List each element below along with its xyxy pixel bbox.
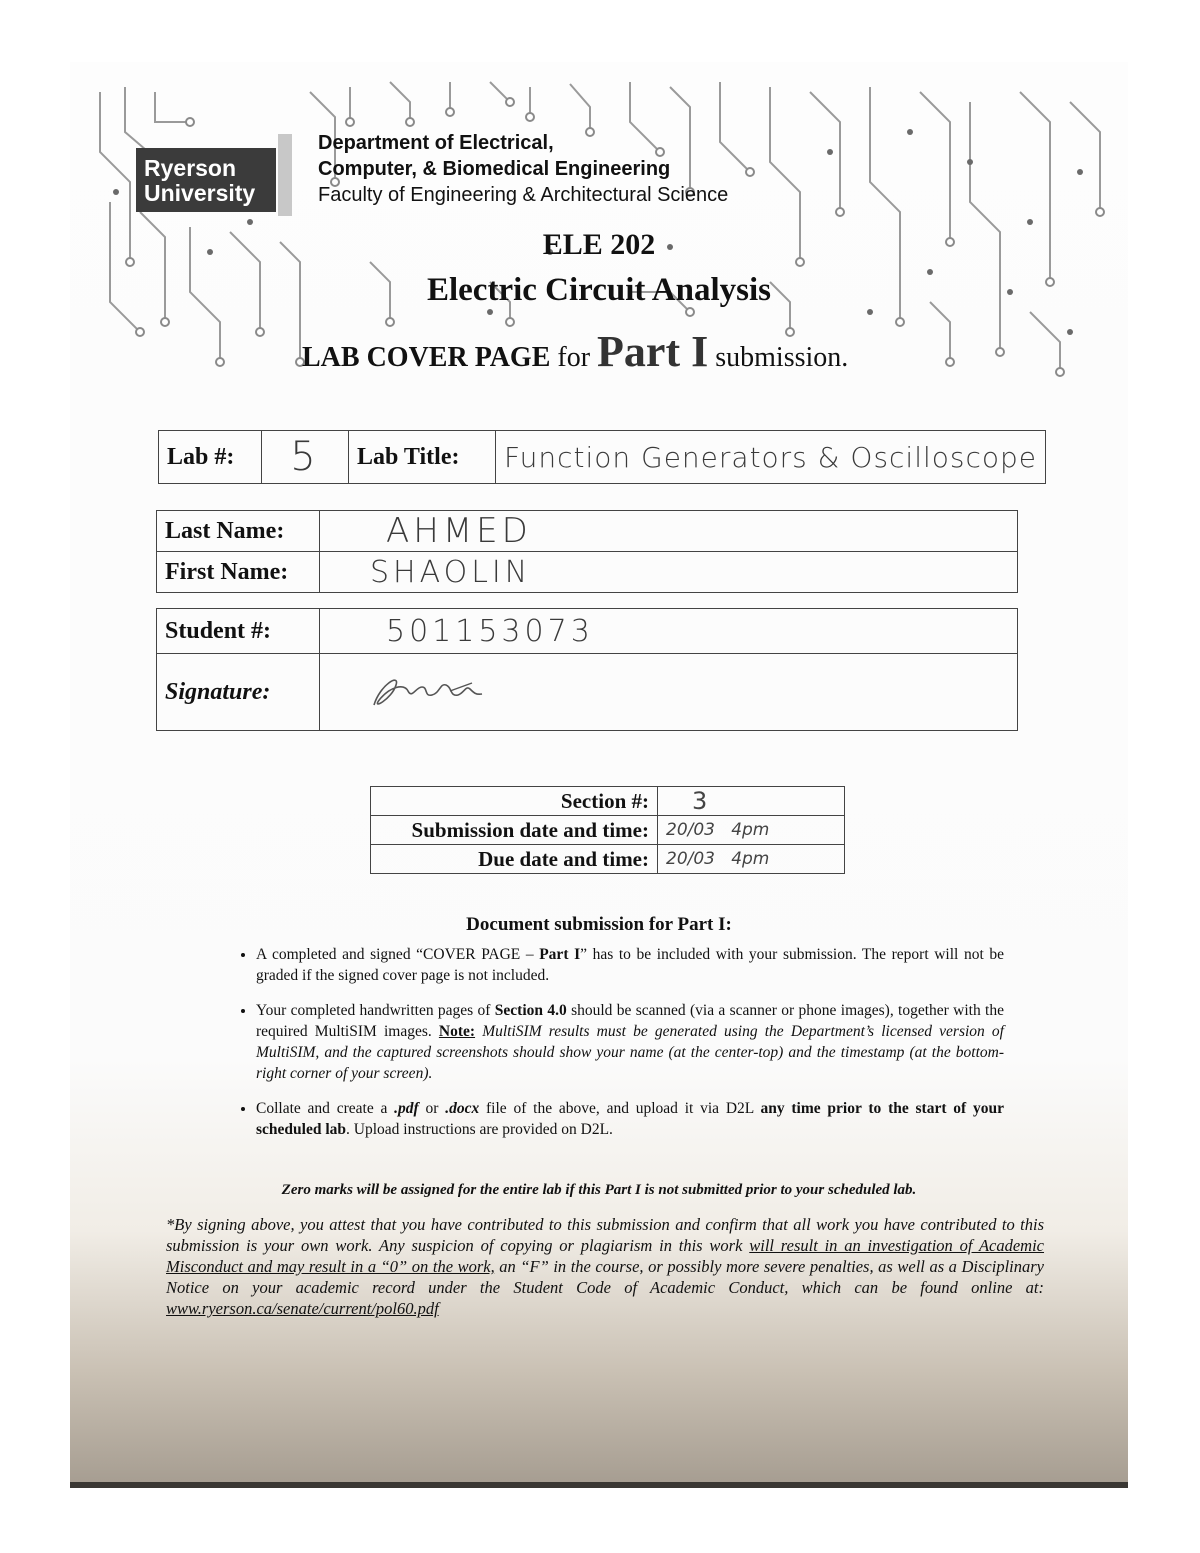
page-edge-shadow bbox=[70, 1482, 1128, 1488]
logo-line-1: Ryerson bbox=[144, 155, 237, 181]
attestation-text-b: an “F” in the course, or possibly more severe penalties, as well as a Disciplinary Notice on your academic record under the Student Code of Academic Conduct, which can be found online at: bbox=[166, 1257, 1044, 1297]
instruction-2-text-a: Your completed handwritten pages of bbox=[256, 1002, 495, 1019]
instruction-2-italic: MultiSIM results must be generated using the Department’s licensed version of MultiSIM, and the captured screenshots should show your name (at the center-top) and the timestamp (at the bottom-right corner of your screen). bbox=[256, 1023, 1004, 1082]
instruction-3-or: or bbox=[418, 1100, 446, 1117]
department-line-1: Department of Electrical, bbox=[318, 132, 554, 154]
last-name-value: AHMED bbox=[320, 511, 1018, 552]
cover-title-part: Part I bbox=[597, 327, 709, 376]
instruction-1-text-b: ” has to be included with your submission. The report will not be graded if the signed cover page is not included. bbox=[256, 946, 1004, 984]
instruction-item bbox=[256, 1098, 1004, 1140]
lab-info-table bbox=[158, 430, 1046, 484]
logo-line-2: University bbox=[144, 180, 256, 206]
student-id-table bbox=[156, 608, 1018, 731]
handwritten-signature bbox=[360, 665, 500, 715]
signature-cell bbox=[320, 654, 1018, 731]
cover-page-title bbox=[302, 326, 848, 377]
instruction-1-bold: Part I bbox=[539, 946, 581, 963]
instruction-2-bold: Section 4.0 bbox=[494, 1002, 567, 1019]
course-name: Electric Circuit Analysis bbox=[426, 272, 772, 308]
instructions-list bbox=[230, 944, 1004, 1154]
instruction-2-note: Note: bbox=[438, 1023, 476, 1040]
lab-number-value: 5 bbox=[262, 431, 349, 484]
signature-label: Signature: bbox=[157, 654, 320, 731]
student-number-value: 501153073 bbox=[320, 609, 1018, 654]
department-block bbox=[318, 130, 728, 208]
submission-table bbox=[370, 786, 845, 874]
cover-title-end: submission. bbox=[715, 342, 849, 373]
student-number-label: Student #: bbox=[157, 609, 320, 654]
section-label: Section #: bbox=[371, 787, 658, 816]
lab-number-label: Lab #: bbox=[159, 431, 262, 484]
cover-page bbox=[70, 62, 1128, 1488]
attestation-paragraph bbox=[166, 1214, 1044, 1319]
department-line-2: Computer, & Biomedical Engineering bbox=[318, 158, 671, 180]
lab-title-label: Lab Title: bbox=[349, 431, 496, 484]
cover-title-for: for bbox=[557, 342, 591, 373]
course-code: ELE 202 bbox=[542, 228, 656, 261]
section-value: 3 bbox=[658, 787, 845, 816]
last-name-label: Last Name: bbox=[157, 511, 320, 552]
lab-title-value: Function Generators & Oscilloscope bbox=[496, 431, 1046, 484]
attestation-underlined: will result in an investigation of Academic Misconduct and may result in a “0” on the work, bbox=[166, 1236, 1045, 1276]
instruction-1-text-a: A completed and signed “COVER PAGE – bbox=[256, 946, 540, 963]
zero-marks-warning: Zero marks will be assigned for the entire lab if this Part I is not submitted prior to your scheduled lab. bbox=[281, 1182, 917, 1198]
logo-accent-bar bbox=[278, 134, 292, 216]
first-name-label: First Name: bbox=[157, 552, 320, 593]
instructions-heading: Document submission for Part I: bbox=[466, 914, 732, 935]
instruction-2-text-b: should be scanned (via a scanner or phone images), together with the required MultiSIM images. bbox=[256, 1002, 1004, 1040]
policy-link[interactable]: www.ryerson.ca/senate/current/pol60.pdf bbox=[166, 1299, 439, 1318]
first-name-value: SHAOLIN bbox=[320, 552, 1018, 593]
due-date-value: 20/03 4pm bbox=[658, 845, 845, 874]
cover-title-bold: LAB COVER PAGE bbox=[302, 342, 551, 373]
university-logo bbox=[136, 148, 276, 212]
due-date-label: Due date and time: bbox=[371, 845, 658, 874]
instruction-3-docx: .docx bbox=[445, 1100, 480, 1117]
instruction-3-text-a: Collate and create a bbox=[256, 1100, 395, 1117]
instruction-item bbox=[256, 1000, 1004, 1084]
instruction-3-text-c: . Upload instructions are provided on D2L. bbox=[346, 1121, 613, 1138]
instruction-3-pdf: .pdf bbox=[394, 1100, 419, 1117]
submission-date-value: 20/03 4pm bbox=[658, 816, 845, 845]
attestation-text-a: *By signing above, you attest that you have contributed to this submission and confirm that all work you have contributed to this submission is your own work. Any suspicion of copying or plagiarism in this work bbox=[166, 1215, 1044, 1255]
instruction-3-bold: any time prior to the start of your scheduled lab bbox=[256, 1100, 1004, 1138]
instruction-3-text-b: file of the above, and upload it via D2L bbox=[479, 1100, 761, 1117]
faculty-line: Faculty of Engineering & Architectural Science bbox=[318, 184, 729, 206]
name-table bbox=[156, 510, 1018, 593]
submission-date-label: Submission date and time: bbox=[371, 816, 658, 845]
instruction-item bbox=[256, 944, 1004, 986]
